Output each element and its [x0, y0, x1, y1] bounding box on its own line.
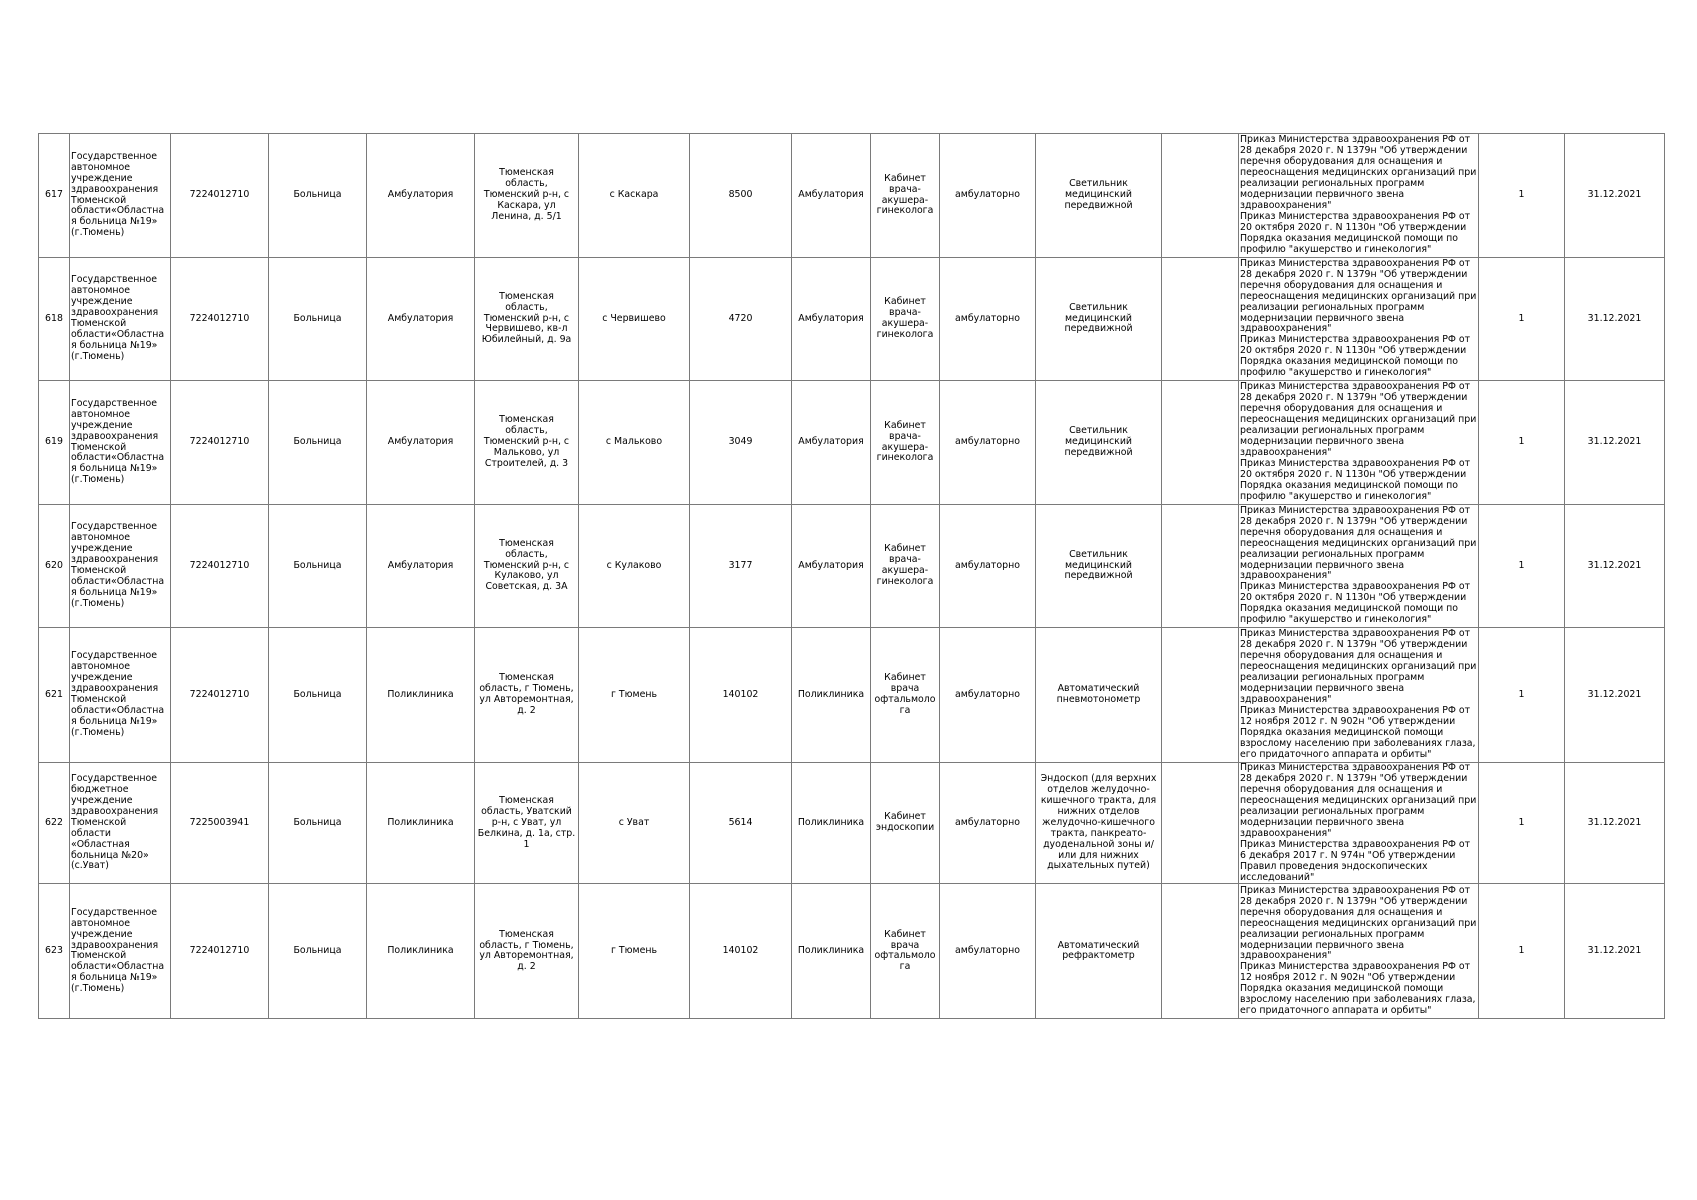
legal-basis: Приказ Министерства здравоохранения РФ от 28 декабря 2020 г. N 1379н "Об утверждении перечня оборудования для оснащения и переоснащения медицинских организаций при реализации региональных программ модернизации первичного звена здравоохранения" Приказ Министерства здравоохранения РФ от 20 октября 2020 г. N 1130н "Об утверждении Порядка оказания медицинской помощи по профилю "акушерство и гинекология": [1239, 505, 1479, 628]
quantity: 1: [1479, 763, 1565, 884]
unit-type: Амбулатория: [367, 134, 475, 258]
subdivision: Амбулатория: [792, 381, 871, 505]
population: 8500: [690, 134, 792, 258]
table-body: [39, 134, 1665, 1019]
quantity: 1: [1479, 134, 1565, 258]
row-number: 622: [39, 763, 70, 884]
inn: 7224012710: [171, 628, 269, 763]
due-date: 31.12.2021: [1565, 505, 1665, 628]
row-number: 621: [39, 628, 70, 763]
table-row: [39, 134, 1665, 258]
row-number: 623: [39, 884, 70, 1019]
care-conditions: амбулаторно: [940, 258, 1036, 381]
locality: с Уват: [579, 763, 690, 884]
due-date: 31.12.2021: [1565, 628, 1665, 763]
inn: 7225003941: [171, 763, 269, 884]
equipment-name: Светильник медицинский передвижной: [1036, 381, 1162, 505]
care-conditions: амбулаторно: [940, 381, 1036, 505]
address: Тюменская область, Уватский р-н, с Уват, ул Белкина, д. 1а, стр. 1: [475, 763, 579, 884]
due-date: 31.12.2021: [1565, 381, 1665, 505]
legal-basis: Приказ Министерства здравоохранения РФ от 28 декабря 2020 г. N 1379н "Об утверждении перечня оборудования для оснащения и переоснащения медицинских организаций при реализации региональных программ модернизации первичного звена здравоохранения" Приказ Министерства здравоохранения РФ от 20 октября 2020 г. N 1130н "Об утверждении Порядка оказания медицинской помощи по профилю "акушерство и гинекология": [1239, 258, 1479, 381]
quantity: 1: [1479, 381, 1565, 505]
care-conditions: амбулаторно: [940, 505, 1036, 628]
table-row: [39, 258, 1665, 381]
locality: с Каскара: [579, 134, 690, 258]
facility-type: Больница: [269, 134, 367, 258]
cabinet: Кабинет врача-акушера-гинеколога: [871, 258, 940, 381]
subdivision: Амбулатория: [792, 258, 871, 381]
care-conditions: амбулаторно: [940, 134, 1036, 258]
table-row: [39, 505, 1665, 628]
population: 140102: [690, 884, 792, 1019]
legal-basis: Приказ Министерства здравоохранения РФ от 28 декабря 2020 г. N 1379н "Об утверждении перечня оборудования для оснащения и переоснащения медицинских организаций при реализации региональных программ модернизации первичного звена здравоохранения" Приказ Министерства здравоохранения РФ от 6 декабря 2017 г. N 974н "Об утверждении Правил проведения эндоскопических исследований": [1239, 763, 1479, 884]
cabinet: Кабинет врача-акушера-гинеколога: [871, 381, 940, 505]
table-row: [39, 381, 1665, 505]
empty-cell: [1162, 763, 1239, 884]
cabinet: Кабинет врача-акушера-гинеколога: [871, 134, 940, 258]
organization-name: Государственное автономное учреждение здравоохранения Тюменской области«Областная больница №19» (г.Тюмень): [70, 381, 171, 505]
empty-cell: [1162, 381, 1239, 505]
locality: г Тюмень: [579, 628, 690, 763]
unit-type: Поликлиника: [367, 628, 475, 763]
facility-type: Больница: [269, 763, 367, 884]
equipment-name: Автоматический рефрактометр: [1036, 884, 1162, 1019]
row-number: 618: [39, 258, 70, 381]
facility-type: Больница: [269, 505, 367, 628]
population: 4720: [690, 258, 792, 381]
locality: с Кулаково: [579, 505, 690, 628]
organization-name: Государственное бюджетное учреждение здравоохранения Тюменской области «Областная больница №20» (с.Уват): [70, 763, 171, 884]
care-conditions: амбулаторно: [940, 763, 1036, 884]
empty-cell: [1162, 258, 1239, 381]
legal-basis: Приказ Министерства здравоохранения РФ от 28 декабря 2020 г. N 1379н "Об утверждении перечня оборудования для оснащения и переоснащения медицинских организаций при реализации региональных программ модернизации первичного звена здравоохранения" Приказ Министерства здравоохранения РФ от 20 октября 2020 г. N 1130н "Об утверждении Порядка оказания медицинской помощи по профилю "акушерство и гинекология": [1239, 134, 1479, 258]
row-number: 617: [39, 134, 70, 258]
address: Тюменская область, Тюменский р-н, с Кулаково, ул Советская, д. 3А: [475, 505, 579, 628]
equipment-name: Светильник медицинский передвижной: [1036, 134, 1162, 258]
facility-type: Больница: [269, 628, 367, 763]
cabinet: Кабинет эндоскопии: [871, 763, 940, 884]
organization-name: Государственное автономное учреждение здравоохранения Тюменской области«Областная больница №19» (г.Тюмень): [70, 628, 171, 763]
address: Тюменская область, г Тюмень, ул Авторемонтная, д. 2: [475, 884, 579, 1019]
due-date: 31.12.2021: [1565, 258, 1665, 381]
equipment-name: Светильник медицинский передвижной: [1036, 505, 1162, 628]
address: Тюменская область, Тюменский р-н, с Мальково, ул Строителей, д. 3: [475, 381, 579, 505]
table-row: [39, 628, 1665, 763]
locality: с Червишево: [579, 258, 690, 381]
unit-type: Поликлиника: [367, 763, 475, 884]
due-date: 31.12.2021: [1565, 763, 1665, 884]
subdivision: Поликлиника: [792, 763, 871, 884]
table-row: [39, 884, 1665, 1019]
empty-cell: [1162, 505, 1239, 628]
locality: г Тюмень: [579, 884, 690, 1019]
cabinet: Кабинет врача-акушера-гинеколога: [871, 505, 940, 628]
subdivision: Поликлиника: [792, 884, 871, 1019]
empty-cell: [1162, 628, 1239, 763]
legal-basis: Приказ Министерства здравоохранения РФ от 28 декабря 2020 г. N 1379н "Об утверждении перечня оборудования для оснащения и переоснащения медицинских организаций при реализации региональных программ модернизации первичного звена здравоохранения" Приказ Министерства здравоохранения РФ от 20 октября 2020 г. N 1130н "Об утверждении Порядка оказания медицинской помощи по профилю "акушерство и гинекология": [1239, 381, 1479, 505]
quantity: 1: [1479, 628, 1565, 763]
organization-name: Государственное автономное учреждение здравоохранения Тюменской области«Областная больница №19» (г.Тюмень): [70, 505, 171, 628]
due-date: 31.12.2021: [1565, 884, 1665, 1019]
subdivision: Поликлиника: [792, 628, 871, 763]
row-number: 620: [39, 505, 70, 628]
empty-cell: [1162, 884, 1239, 1019]
quantity: 1: [1479, 258, 1565, 381]
equipment-table: [38, 133, 1665, 1019]
equipment-name: Автоматический пневмотонометр: [1036, 628, 1162, 763]
population: 5614: [690, 763, 792, 884]
legal-basis: Приказ Министерства здравоохранения РФ от 28 декабря 2020 г. N 1379н "Об утверждении перечня оборудования для оснащения и переоснащения медицинских организаций при реализации региональных программ модернизации первичного звена здравоохранения" Приказ Министерства здравоохранения РФ от 12 ноября 2012 г. N 902н "Об утверждении Порядка оказания медицинской помощи взрослому населению при заболеваниях глаза, его придаточного аппарата и орбиты": [1239, 884, 1479, 1019]
table-row: [39, 763, 1665, 884]
unit-type: Амбулатория: [367, 381, 475, 505]
inn: 7224012710: [171, 505, 269, 628]
cabinet: Кабинет врача офтальмолога: [871, 628, 940, 763]
quantity: 1: [1479, 884, 1565, 1019]
care-conditions: амбулаторно: [940, 628, 1036, 763]
population: 3049: [690, 381, 792, 505]
inn: 7224012710: [171, 884, 269, 1019]
unit-type: Амбулатория: [367, 258, 475, 381]
row-number: 619: [39, 381, 70, 505]
organization-name: Государственное автономное учреждение здравоохранения Тюменской области«Областная больница №19» (г.Тюмень): [70, 884, 171, 1019]
inn: 7224012710: [171, 258, 269, 381]
locality: с Мальково: [579, 381, 690, 505]
equipment-name: Эндоскоп (для верхних отделов желудочно-кишечного тракта, для нижних отделов желудочно-кишечного тракта, панкреато-дуоденальной зоны и/или для нижних дыхательных путей): [1036, 763, 1162, 884]
organization-name: Государственное автономное учреждение здравоохранения Тюменской области«Областная больница №19» (г.Тюмень): [70, 258, 171, 381]
facility-type: Больница: [269, 884, 367, 1019]
subdivision: Амбулатория: [792, 134, 871, 258]
address: Тюменская область, г Тюмень, ул Авторемонтная, д. 2: [475, 628, 579, 763]
facility-type: Больница: [269, 258, 367, 381]
population: 3177: [690, 505, 792, 628]
quantity: 1: [1479, 505, 1565, 628]
unit-type: Амбулатория: [367, 505, 475, 628]
legal-basis: Приказ Министерства здравоохранения РФ от 28 декабря 2020 г. N 1379н "Об утверждении перечня оборудования для оснащения и переоснащения медицинских организаций при реализации региональных программ модернизации первичного звена здравоохранения" Приказ Министерства здравоохранения РФ от 12 ноября 2012 г. N 902н "Об утверждении Порядка оказания медицинской помощи взрослому населению при заболеваниях глаза, его придаточного аппарата и орбиты": [1239, 628, 1479, 763]
equipment-name: Светильник медицинский передвижной: [1036, 258, 1162, 381]
address: Тюменская область, Тюменский р-н, с Каскара, ул Ленина, д. 5/1: [475, 134, 579, 258]
unit-type: Поликлиника: [367, 884, 475, 1019]
organization-name: Государственное автономное учреждение здравоохранения Тюменской области«Областная больница №19» (г.Тюмень): [70, 134, 171, 258]
subdivision: Амбулатория: [792, 505, 871, 628]
empty-cell: [1162, 134, 1239, 258]
inn: 7224012710: [171, 134, 269, 258]
address: Тюменская область, Тюменский р-н, с Червишево, кв-л Юбилейный, д. 9а: [475, 258, 579, 381]
cabinet: Кабинет врача офтальмолога: [871, 884, 940, 1019]
facility-type: Больница: [269, 381, 367, 505]
inn: 7224012710: [171, 381, 269, 505]
due-date: 31.12.2021: [1565, 134, 1665, 258]
care-conditions: амбулаторно: [940, 884, 1036, 1019]
population: 140102: [690, 628, 792, 763]
